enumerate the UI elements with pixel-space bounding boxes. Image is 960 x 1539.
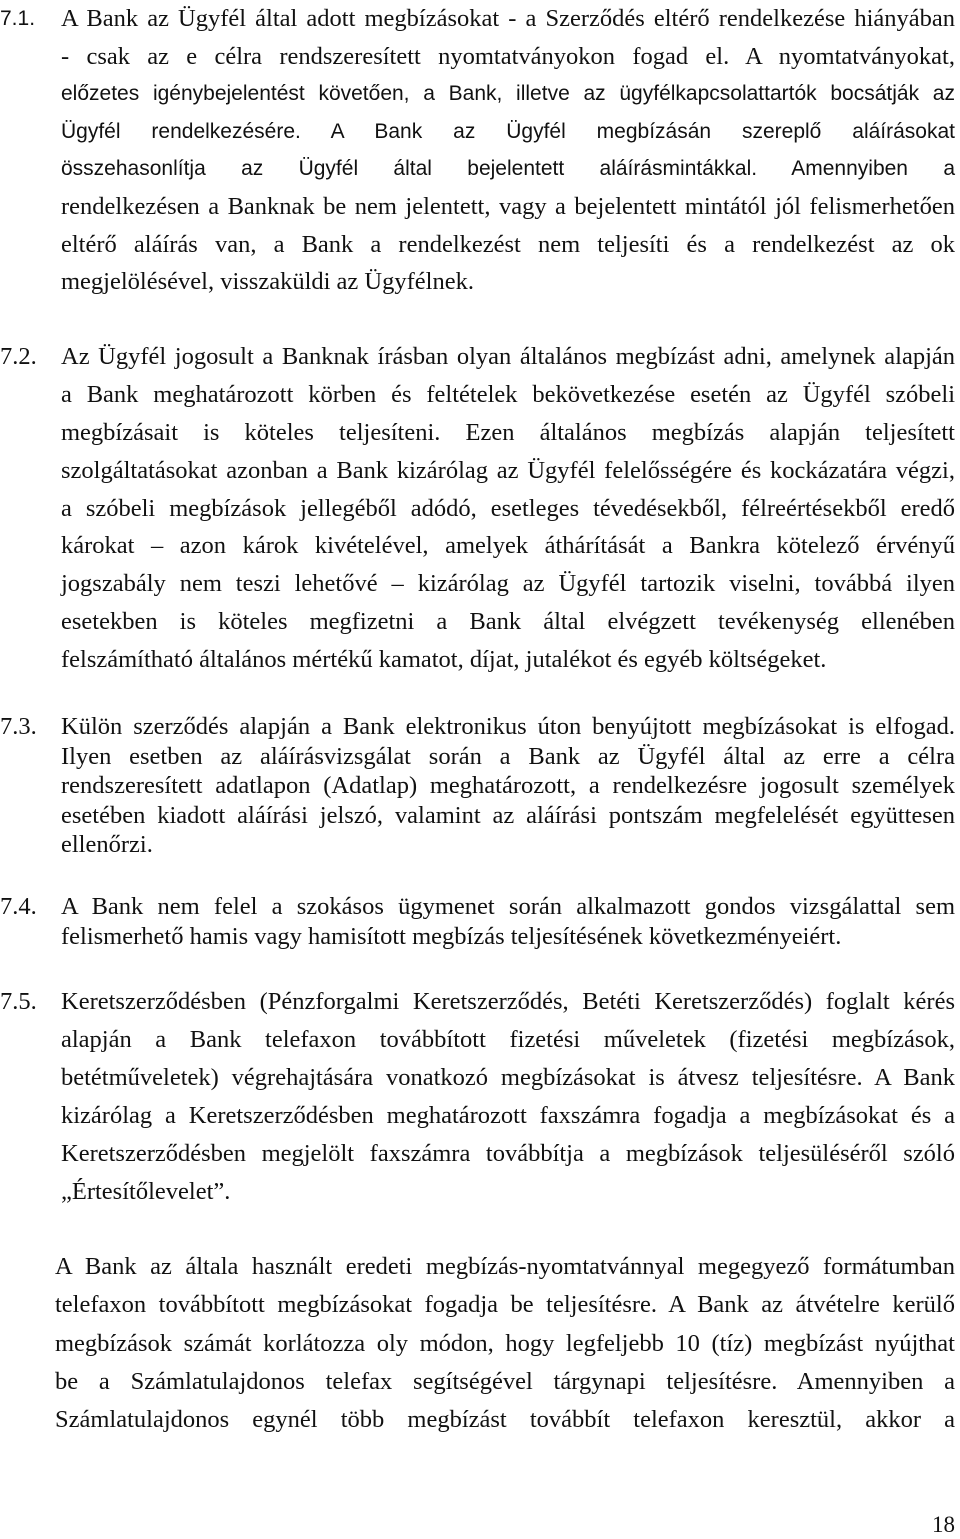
closing-paragraph [55,1248,955,1439]
text-line: „Értesítőlevelet”. [61,1178,231,1205]
section-text [61,712,955,860]
text-line: megjelölésével, visszaküldi az Ügyfélnek. [61,268,474,296]
text-line: kizárólag a Keretszerződésben meghatározott faxszámra fogadja a megbízásokat és a [61,1102,955,1129]
text-line: A Bank az Ügyfél által adott megbízásokat - a Szerződés eltérő rendelkezése hiányában [61,5,955,32]
text-line: összehasonlítja az Ügyfél által bejelentett aláírásmintákkal. Amennyiben a [61,157,955,181]
text-line: rendelkezésen a Banknak be nem jelentett, vagy a bejelentett mintától jól felismerhetően [61,192,955,220]
text-line: megbízások számát korlátozza oly módon, hogy legfeljebb 10 (tíz) megbízást nyújthat [55,1329,955,1357]
section-text [61,338,955,679]
text-line: Ügyfél rendelkezésére. A Bank az Ügyfél megbízásán szereplő aláírásokat [61,119,955,143]
text-line: jogszabály nem teszi lehetővé – kizárólag az Ügyfél tartozik viselni, továbbá ilyen [61,570,955,598]
text-line: esetekben is köteles megfizetni a Bank által elvégzett tevékenység ellenében [61,608,955,636]
text-line: betétműveletek) végrehajtására vonatkozó megbízásokat is átvesz teljesítésre. A Bank [61,1064,955,1091]
page-number: 18 [932,1512,955,1537]
section-number: 7.2. [0,343,37,370]
text-line: alapján a Bank telefaxon továbbított fizetési műveletek (fizetési megbízások, [61,1026,955,1053]
text-line: a Bank meghatározott körben és feltételek bekövetkezése esetén az Ügyfél szóbeli [61,380,955,408]
text-line: Ilyen esetben az aláírásvizsgálat során a Bank az Ügyfél által az erre a célra [61,742,955,770]
text-line: Számlatulajdonos egynél több megbízást továbbít telefaxon keresztül, akkor a [55,1406,955,1434]
text-line: Keretszerződésben megjelölt faxszámra továbbítja a megbízások teljesüléséről szóló [61,1140,955,1167]
text-line: ellenőrzi. [61,831,153,858]
text-line: esetében kiadott aláírási jelszó, valamint az aláírási pontszám megfelelését együttesen [61,801,955,829]
text-line: Keretszerződésben (Pénzforgalmi Keretszerződés, Betéti Keretszerződés) foglalt kérés [61,988,955,1015]
text-line: megbízásait is köteles teljesíteni. Ezen általános megbízás alapján teljesített [61,418,955,446]
text-line: Külön szerződés alapján a Bank elektronikus úton benyújtott megbízásokat is elfogad. [61,713,955,740]
text-line: rendszeresített adatlapon (Adatlap) meghatározott, a rendelkezésre jogosult személyek [61,772,955,799]
text-line: A Bank az általa használt eredeti megbízás-nyomtatvánnyal megegyező formátumban [55,1253,955,1280]
text-line: telefaxon továbbított megbízásokat fogadja be teljesítésre. A Bank az átvételre kerülő [55,1291,955,1319]
text-line: felszámítható általános mértékű kamatot, díjat, jutalékot és egyéb költségeket. [61,646,827,674]
text-line: a szóbeli megbízások jellegéből adódó, esetleges tévedésekből, félreértésekből eredő [61,494,955,522]
section-number: 7.4. [0,893,37,920]
text-line: - csak az e célra rendszeresített nyomtatványokon fogad el. A nyomtatványokat, [61,42,955,70]
section-number: 7.3. [0,713,37,740]
section-text [61,983,955,1211]
text-line: előzetes igénybejelentést követően, a Bank, illetve az ügyfélkapcsolattartók bocsátják az [61,82,955,106]
text-line: Az Ügyfél jogosult a Banknak írásban olyan általános megbízást adni, amelynek alapján [61,343,955,370]
text-line: eltérő aláírás van, a Bank a rendelkezést nem teljesíti és a rendelkezést az ok [61,230,955,258]
section-text [61,0,955,301]
section-number: 7.5. [0,988,37,1015]
text-line: felismerhető hamis vagy hamisított megbízás teljesítésének következményeiért. [61,923,842,950]
text-line: szolgáltatásokat azonban a Bank kizárólag az Ügyfél felelősségére és kockázatára végzi, [61,456,955,484]
text-line: A Bank nem felel a szokásos ügymenet során alkalmazott gondos vizsgálattal sem [61,893,955,920]
section-number: 7.1. [0,7,36,30]
section-text [61,892,955,952]
text-line: be a Számlatulajdonos telefax segítségével tárgynapi teljesítésre. Amennyiben a [55,1367,955,1395]
text-line: károkat – azon károk kivételével, amelyek áthárítását a Bankra kötelező érvényű [61,532,955,560]
